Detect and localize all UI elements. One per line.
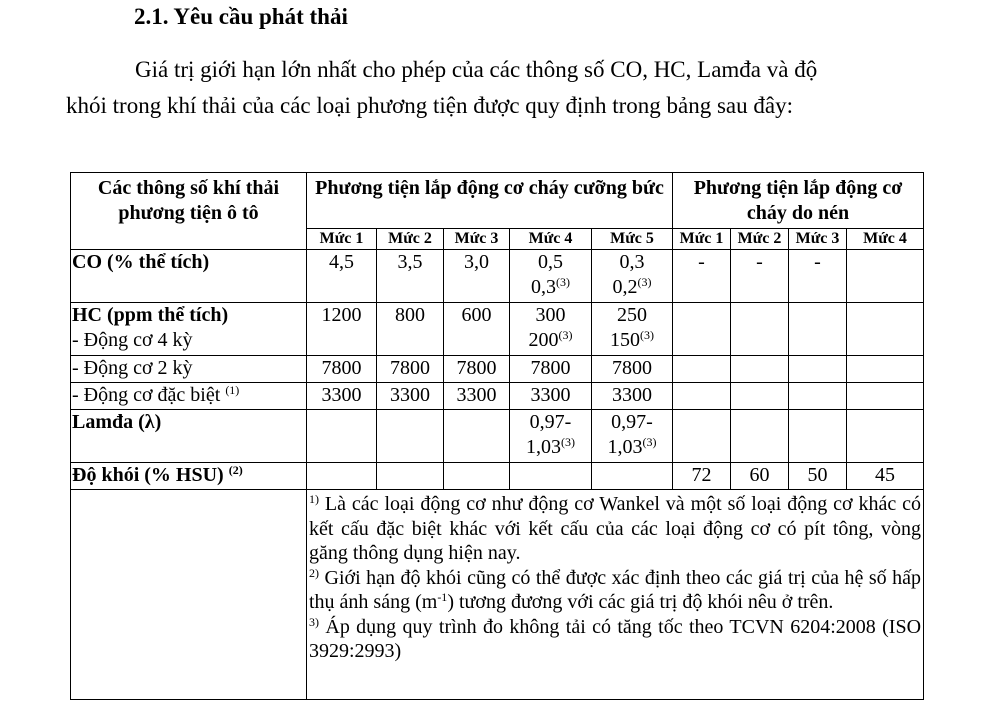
param-header-line-1: Các thông số khí thải: [97, 177, 280, 199]
co-level-4-note: (3): [556, 275, 570, 289]
hc-level-3: 600: [444, 303, 510, 356]
diesel-level-1: Mức 1: [673, 229, 731, 250]
co-level-4-alt: 0,3: [531, 276, 556, 298]
hc-level-5-note: (3): [640, 328, 654, 342]
param-header-cell: [71, 173, 307, 250]
spark-level-5: Mức 5: [592, 229, 673, 250]
table-row-smoke: [71, 463, 924, 490]
special-level-4: 3300: [510, 383, 592, 410]
table-row-hc: [71, 303, 924, 356]
spark-level-3: Mức 3: [444, 229, 510, 250]
special-diesel-1: [673, 383, 731, 410]
footnote-2-exponent: -1: [437, 590, 448, 604]
hc-level-4-note: (3): [558, 328, 573, 342]
footnote-2: [309, 566, 921, 615]
footnote-2-marker: 2): [309, 565, 319, 580]
smoke-note: (2): [228, 463, 243, 477]
special-diesel-3: [789, 383, 847, 410]
hc-level-4: [510, 303, 592, 356]
two-stroke-diesel-4: [847, 356, 924, 383]
hc-level-4-alt-row: [511, 328, 590, 353]
footnote-3: [309, 615, 921, 664]
lambda-level-3: [444, 410, 510, 463]
lambda-level-5-low: 0,97-: [611, 411, 653, 433]
footnote-1-marker: 1): [309, 492, 319, 506]
two-stroke-diesel-3: [789, 356, 847, 383]
special-engine-note: (1): [225, 383, 240, 397]
co-level-1: 4,5: [307, 250, 377, 303]
smoke-level-4: 45: [847, 463, 924, 490]
table-row-two-stroke: [71, 356, 924, 383]
intro-paragraph: [66, 52, 924, 124]
two-stroke-level-4: 7800: [510, 356, 592, 383]
special-engine-label: - Động cơ đặc biệt: [72, 384, 221, 406]
table-row-notes: [71, 490, 924, 700]
hc-level-4-main: 300: [535, 304, 566, 326]
hc-four-stroke-label: - Động cơ 4 kỳ: [72, 329, 193, 351]
spark-level-2: Mức 2: [377, 229, 444, 250]
two-stroke-diesel-1: [673, 356, 731, 383]
hc-level-5-alt: 150: [610, 329, 640, 351]
footnote-3-marker: 3): [309, 614, 319, 629]
hc-level-4-alt: 200: [528, 329, 559, 351]
footnote-1: [309, 492, 921, 566]
hc-label-cell: [71, 303, 307, 356]
lambda-level-4-low: 0,97-: [529, 411, 572, 433]
lambda-diesel-4: [847, 410, 924, 463]
hc-diesel-1: [673, 303, 731, 356]
hc-label: HC (ppm thể tích): [72, 304, 229, 326]
footnote-3-text: Áp dụng quy trình đo không tải có tăng tốc theo TCVN 6204:2008 (ISO 3929:2993): [309, 615, 922, 662]
lambda-level-5-high: 1,03: [607, 436, 643, 458]
smoke-label-cell: [71, 463, 307, 490]
co-diesel-4: [847, 250, 924, 303]
hc-level-5-main: 250: [617, 304, 647, 326]
lambda-level-5-note: (3): [642, 435, 657, 449]
co-level-4: [510, 250, 592, 303]
spark-level-1: Mức 1: [307, 229, 377, 250]
co-level-2: 3,5: [377, 250, 444, 303]
lambda-level-4-high: 1,03: [526, 436, 561, 458]
hc-diesel-3: [789, 303, 847, 356]
co-diesel-2: -: [731, 250, 789, 303]
notes-blank-cell: [71, 490, 307, 700]
special-level-3: 3300: [444, 383, 510, 410]
smoke-spark-3: [444, 463, 510, 490]
co-diesel-3: -: [789, 250, 847, 303]
lambda-diesel-1: [673, 410, 731, 463]
co-level-3: 3,0: [444, 250, 510, 303]
special-diesel-4: [847, 383, 924, 410]
special-level-1: 3300: [307, 383, 377, 410]
table-row-lambda: [71, 410, 924, 463]
spark-level-4: Mức 4: [510, 229, 592, 250]
lambda-diesel-3: [789, 410, 847, 463]
lambda-level-1: [307, 410, 377, 463]
smoke-spark-4: [510, 463, 592, 490]
hc-level-5-alt-row: [593, 328, 671, 353]
special-level-2: 3300: [377, 383, 444, 410]
intro-line-2: khói trong khí thải của các loại phương tiện được quy định trong bảng sau đây:: [66, 93, 793, 118]
diesel-level-3: Mức 3: [789, 229, 847, 250]
two-stroke-level-2: 7800: [377, 356, 444, 383]
special-level-5: 3300: [592, 383, 673, 410]
footnote-2-text-b: ) tương đương với các giá trị độ khói nêu ở trên.: [447, 591, 834, 613]
hc-diesel-4: [847, 303, 924, 356]
footnote-1-text: Là các loại động cơ như động cơ Wankel và một số loại động cơ khác có kết cấu đặc biệt khác với kết cấu của các loại động cơ có pít tông, vòng găng thông dụng hiện nay.: [309, 493, 922, 564]
lambda-diesel-2: [731, 410, 789, 463]
smoke-spark-2: [377, 463, 444, 490]
hc-level-5: [592, 303, 673, 356]
co-level-5-note: (3): [637, 275, 652, 289]
co-level-5-main: 0,3: [619, 251, 645, 273]
section-heading: 2.1. Yêu cầu phát thải: [134, 4, 348, 29]
co-label: CO (% thể tích): [71, 250, 307, 303]
co-level-5-alt-row: [593, 275, 671, 300]
smoke-level-1: 72: [673, 463, 731, 490]
co-level-5-alt: 0,2: [612, 276, 638, 298]
co-diesel-1: -: [673, 250, 731, 303]
two-stroke-level-1: 7800: [307, 356, 377, 383]
table-header-row: [71, 173, 924, 229]
smoke-spark-1: [307, 463, 377, 490]
lambda-level-2: [377, 410, 444, 463]
compression-ignition-header: Phương tiện lắp động cơ cháy do nén: [673, 173, 924, 229]
smoke-level-2: 60: [731, 463, 789, 490]
diesel-level-2: Mức 2: [731, 229, 789, 250]
smoke-label: Độ khói (% HSU): [72, 464, 224, 486]
lambda-label: Lamđa (λ): [71, 410, 307, 463]
smoke-spark-5: [592, 463, 673, 490]
co-level-4-main: 0,5: [538, 251, 563, 273]
co-level-5: [592, 250, 673, 303]
co-level-4-alt-row: [511, 275, 590, 300]
two-stroke-level-3: 7800: [444, 356, 510, 383]
hc-level-2: 800: [377, 303, 444, 356]
smoke-level-3: 50: [789, 463, 847, 490]
diesel-level-4: Mức 4: [847, 229, 924, 250]
lambda-level-4: [510, 410, 592, 463]
two-stroke-level-5: 7800: [592, 356, 673, 383]
special-engine-label-cell: [71, 383, 307, 410]
two-stroke-diesel-2: [731, 356, 789, 383]
lambda-level-4-high-row: [511, 435, 590, 460]
spark-ignition-header: Phương tiện lắp động cơ cháy cưỡng bức: [307, 173, 673, 229]
hc-level-1: 1200: [307, 303, 377, 356]
table-row-co: [71, 250, 924, 303]
param-header-line-2: phương tiện ô tô: [118, 202, 259, 224]
lambda-level-5: [592, 410, 673, 463]
table-row-special: [71, 383, 924, 410]
lambda-level-4-note: (3): [561, 435, 575, 449]
hc-diesel-2: [731, 303, 789, 356]
two-stroke-label: - Động cơ 2 kỳ: [71, 356, 307, 383]
special-diesel-2: [731, 383, 789, 410]
lambda-level-5-high-row: [593, 435, 671, 460]
emission-limits-table: [70, 172, 924, 700]
footnotes-cell: [307, 490, 924, 700]
intro-line-1: Giá trị giới hạn lớn nhất cho phép của các thông số CO, HC, Lamđa và độ: [135, 57, 818, 82]
footnote-2-text-a: Giới hạn độ khói cũng có thể được xác định theo các giá trị của hệ số hấp thụ ánh sáng (m: [309, 566, 922, 613]
